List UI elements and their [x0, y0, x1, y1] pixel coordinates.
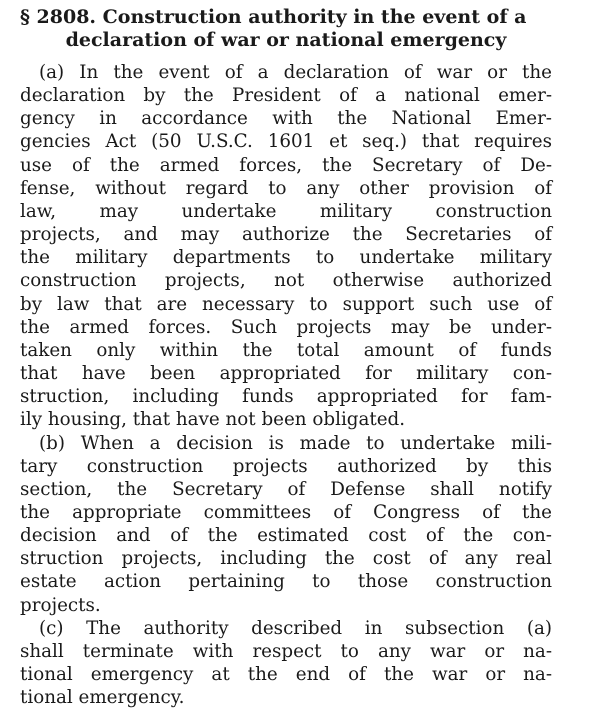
text-line: declaration by the President of a national emer- [20, 85, 552, 107]
text-line: (a) In the event of a declaration of war or the [39, 62, 552, 83]
text-line: ily housing, that have not been obligated. [20, 409, 406, 431]
text-line: taken only within the total amount of funds [20, 339, 552, 361]
text-line: the appropriate committees of Congress of the [20, 501, 552, 523]
text-line: gency in accordance with the National Emer- [20, 108, 552, 130]
text-line: shall terminate with respect to any war or na- [20, 640, 552, 662]
text-line: the armed forces. Such projects may be under- [20, 316, 552, 338]
text-line: use of the armed forces, the Secretary of De- [20, 154, 552, 176]
text-line: decision and of the estimated cost of the con- [20, 525, 552, 547]
text-line: projects, and may authorize the Secretaries of [20, 224, 552, 246]
text-line: section, the Secretary of Defense shall notify [20, 478, 552, 500]
text-line: struction projects, including the cost of any real [20, 548, 552, 570]
text-line: that have been appropriated for military con- [20, 363, 552, 385]
heading-line: § 2808. Construction authority in the event of a [20, 6, 527, 28]
text-line: (b) When a decision is made to undertake mili- [39, 432, 552, 454]
text-line: the military departments to undertake military [20, 247, 552, 269]
text-line: tary construction projects authorized by this [20, 455, 552, 477]
text-line: struction, including funds appropriated for fam- [20, 386, 552, 408]
text-line: tional emergency. [20, 687, 185, 709]
text-line: by law that are necessary to support such use of [20, 293, 552, 315]
statute-section [20, 6, 552, 709]
subsection-b [20, 432, 552, 617]
subsection-a [20, 61, 552, 432]
heading-line: declaration of war or national emergency [65, 29, 507, 51]
text-line: projects. [20, 594, 101, 616]
text-line: tional emergency at the end of the war or na- [20, 664, 552, 686]
text-line: (c) The authority described in subsection (a) [39, 617, 552, 639]
text-line: estate action pertaining to those construction [20, 571, 552, 593]
subsection-c [20, 617, 552, 710]
section-heading [20, 6, 552, 52]
text-line: construction projects, not otherwise authorized [20, 270, 552, 292]
text-line: law, may undertake military construction [20, 200, 552, 222]
text-line: gencies Act (50 U.S.C. 1601 et seq.) that requires [20, 131, 552, 153]
text-line: fense, without regard to any other provision of [20, 177, 552, 199]
